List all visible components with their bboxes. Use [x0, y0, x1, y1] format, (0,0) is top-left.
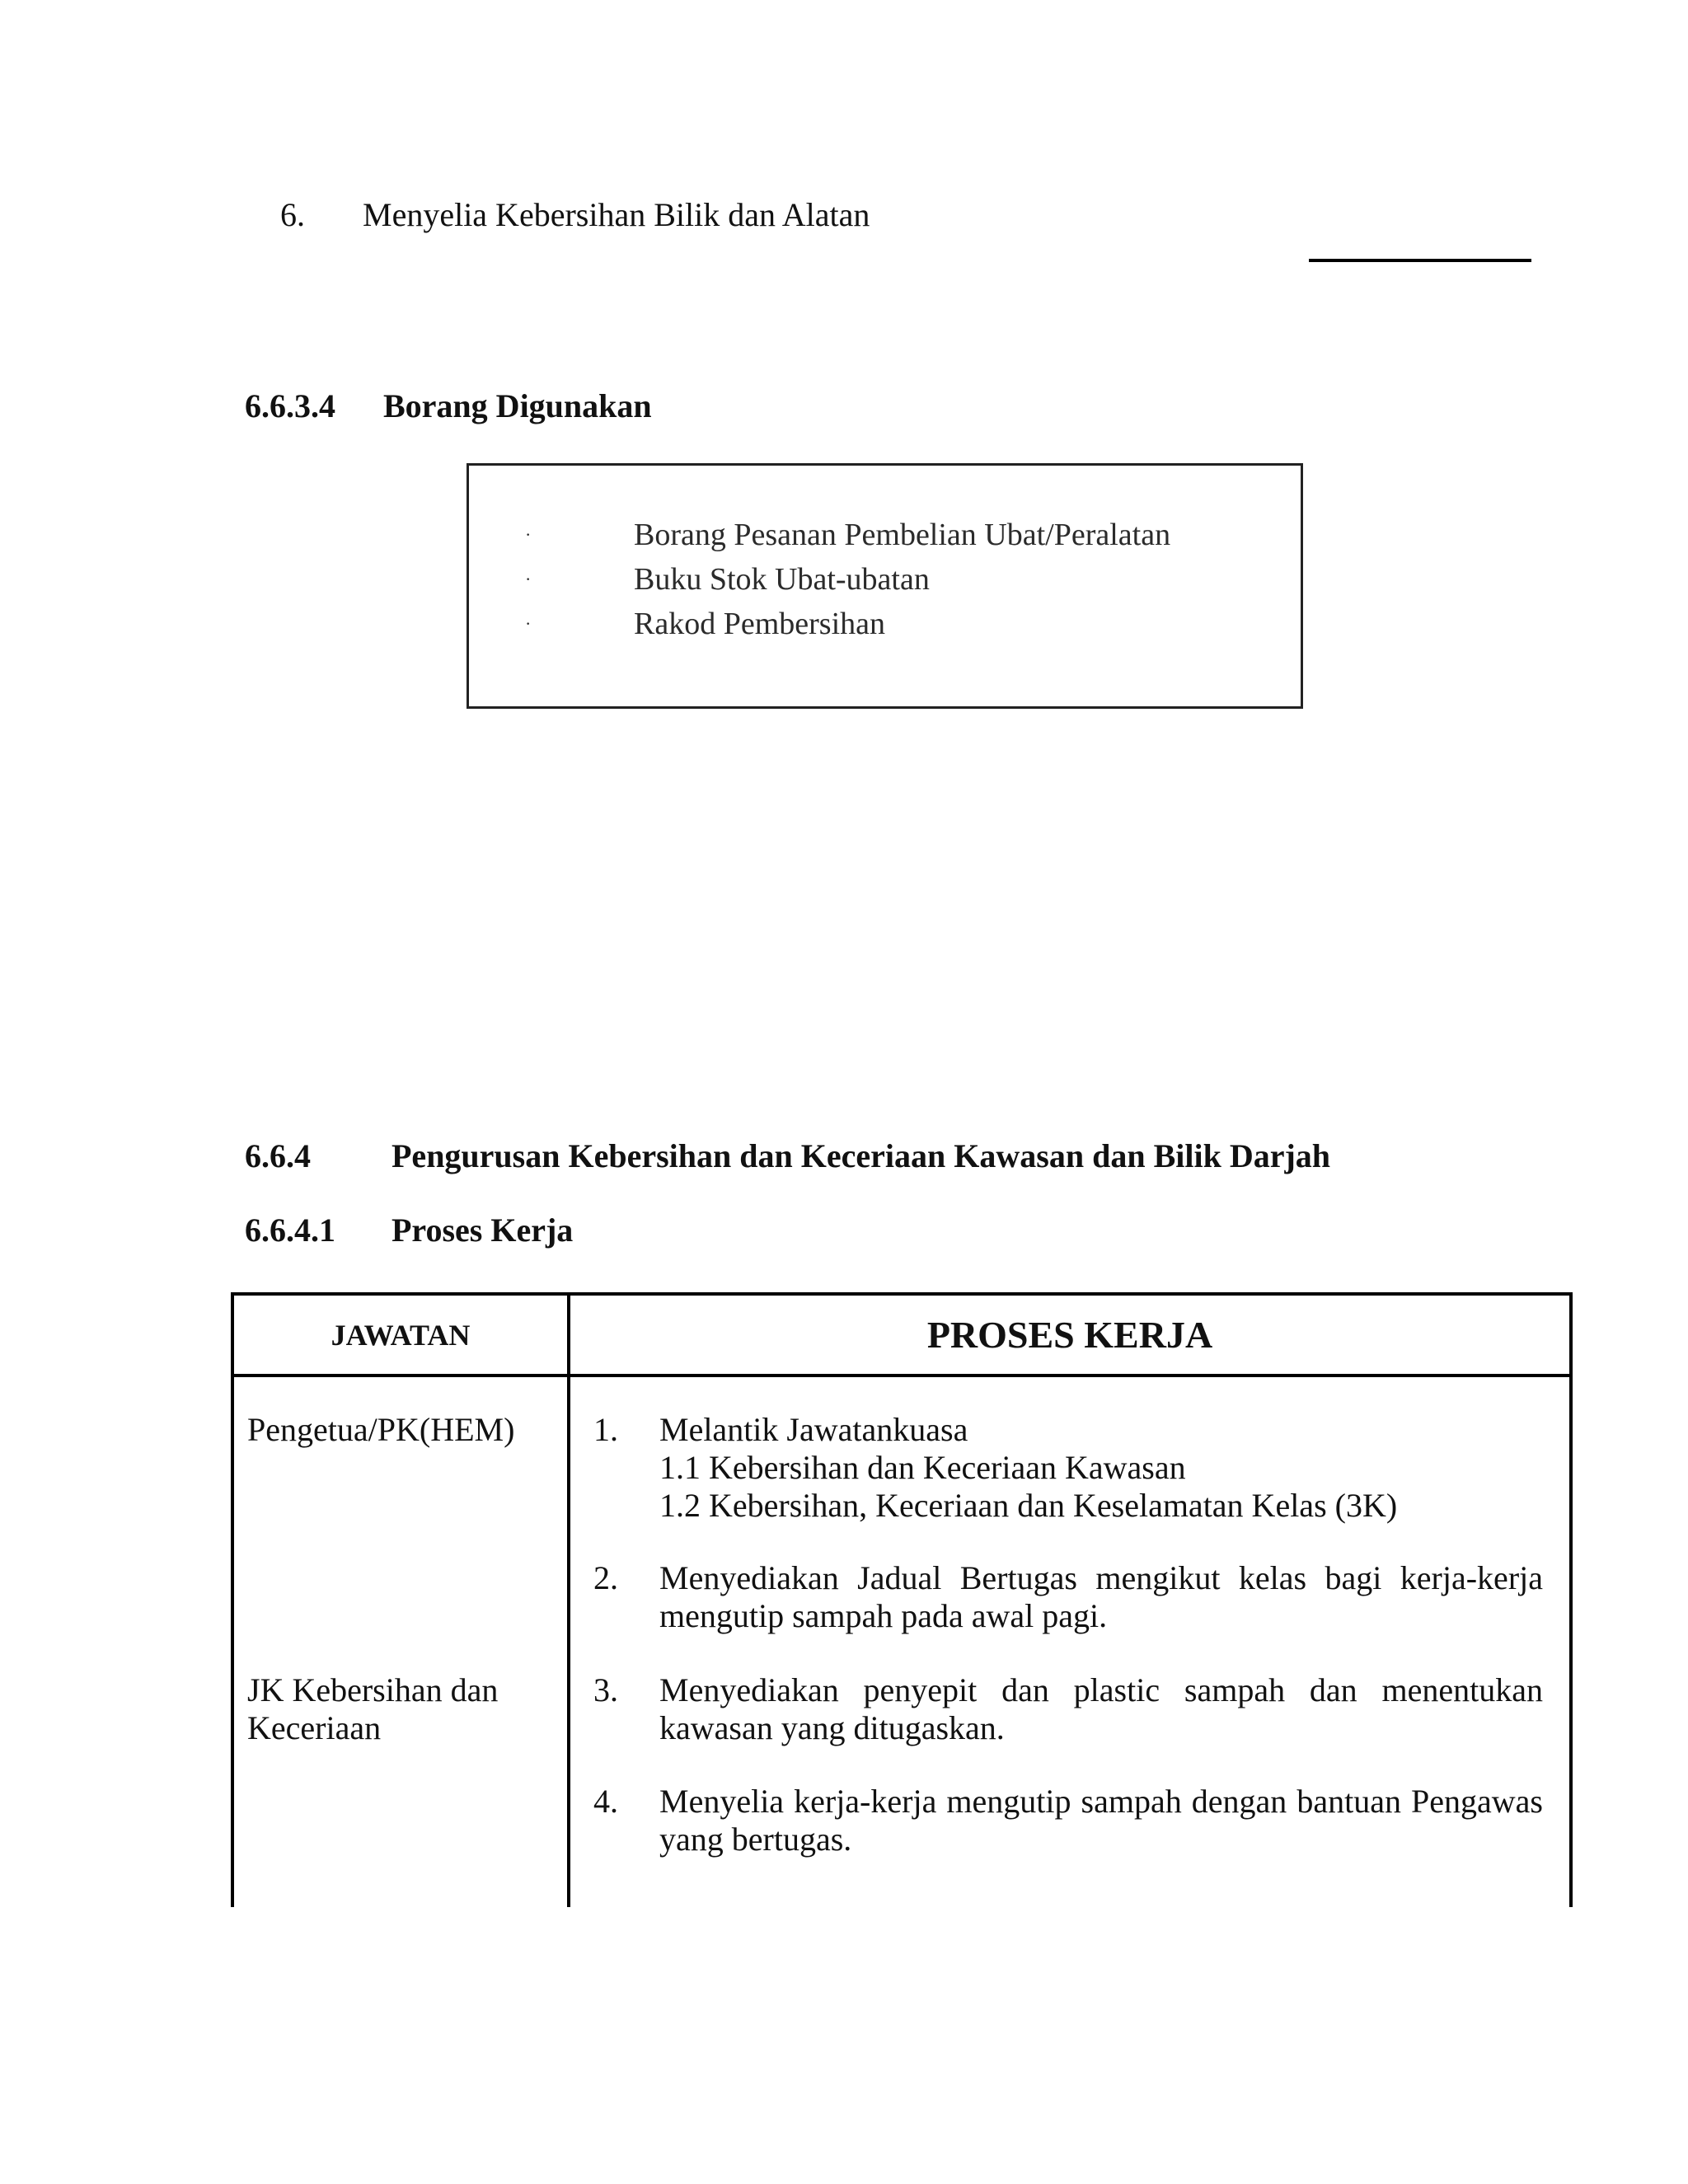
item-text: Menyelia Kebersihan Bilik dan Alatan [363, 196, 870, 233]
role-cell: Pengetua/PK(HEM) [247, 1411, 515, 1448]
section-title: Pengurusan Kebersihan dan Keceriaan Kawasan dan Bilik Darjah [392, 1137, 1331, 1174]
list-item-text: Borang Pesanan Pembelian Ubat/Peralatan [634, 518, 1171, 552]
sub-step: 1.2 Kebersihan, Keceriaan dan Keselamatan Kelas (3K) [659, 1487, 1398, 1524]
bullet-icon: · [525, 524, 532, 545]
column-header-role: JAWATAN [331, 1318, 471, 1352]
process-step [593, 1671, 1543, 1747]
section-title: Borang Digunakan [383, 387, 652, 424]
step-number: 2. [593, 1559, 618, 1596]
step-number: 3. [593, 1671, 618, 1708]
signature-line [1309, 259, 1531, 262]
item-number: 6. [280, 196, 305, 233]
process-step [593, 1559, 1543, 1635]
bullet-icon: · [525, 613, 532, 634]
forms-list-box [467, 463, 1303, 709]
header-divider [234, 1374, 1569, 1377]
column-header-process: PROSES KERJA [926, 1314, 1213, 1356]
section-number: 6.6.3.4 [245, 387, 335, 424]
list-item-text: Rakod Pembersihan [634, 607, 886, 641]
process-step [593, 1411, 1543, 1525]
list-item-text: Buku Stok Ubat-ubatan [634, 562, 930, 597]
step-text: Menyediakan Jadual Bertugas mengikut kelas bagi kerja-kerja mengutip sampah pada awal pagi. [659, 1559, 1543, 1634]
process-table [231, 1292, 1573, 1907]
step-number: 1. [593, 1411, 618, 1448]
step-text: Menyediakan penyepit dan plastic sampah dan menentukan kawasan yang ditugaskan. [659, 1671, 1543, 1746]
subsection-number: 6.6.4.1 [245, 1212, 335, 1249]
bullet-icon: · [525, 569, 532, 589]
process-step [593, 1783, 1543, 1858]
role-cell: JK Kebersihan dan Keceriaan [247, 1671, 499, 1746]
step-text: Melantik Jawatankuasa [659, 1411, 968, 1448]
step-text: Menyelia kerja-kerja mengutip sampah dengan bantuan Pengawas yang bertugas. [659, 1783, 1543, 1858]
column-divider [567, 1296, 570, 1907]
step-number: 4. [593, 1783, 618, 1820]
section-number: 6.6.4 [245, 1137, 311, 1174]
sub-step: 1.1 Kebersihan dan Keceriaan Kawasan [659, 1449, 1186, 1486]
subsection-title: Proses Kerja [392, 1212, 574, 1249]
